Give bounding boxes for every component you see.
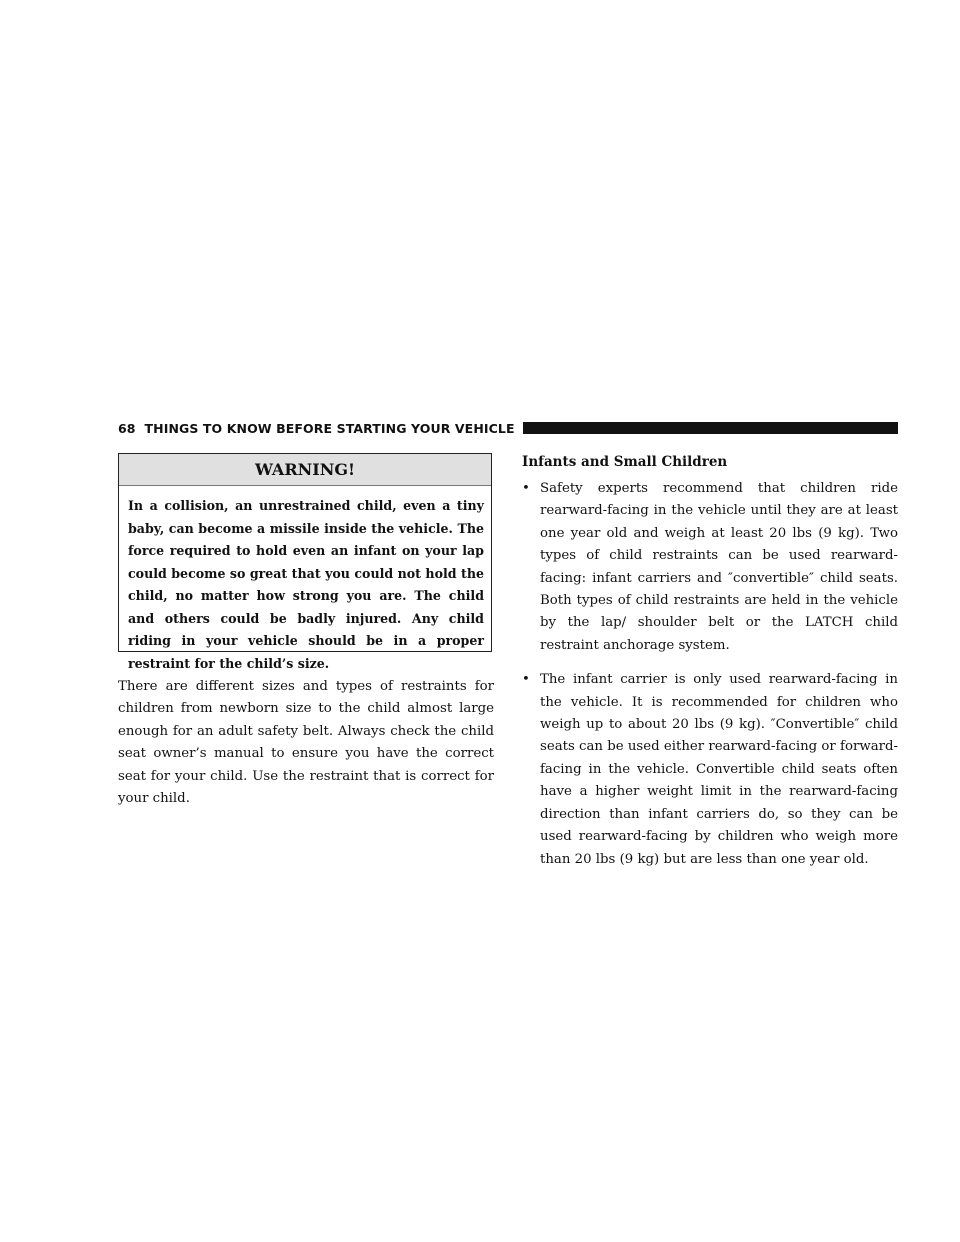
page-number: 68 <box>118 420 136 436</box>
intro-paragraph: There are different sizes and types of restraints for children from newborn size to the child almost large enough for an adult safety belt. Always check the child seat owner’s manual to ensure you have the correct seat for your child. Use the restraint that is correct for your child. <box>118 679 494 807</box>
list-item <box>522 669 898 871</box>
warning-title: WARNING! <box>119 454 491 486</box>
warning-body: In a collision, an unrestrained child, even a tiny baby, can become a missile inside the vehicle. The force required to hold even an infant on your lap could become so great that you could not hold the child, no matter how strong you are. The child and others could be badly injured. Any child riding in your vehicle should be in a proper restraint for the child’s size. <box>128 498 484 671</box>
chapter-title: THINGS TO KNOW BEFORE STARTING YOUR VEHICLE <box>144 420 515 436</box>
page-header-text <box>118 421 515 436</box>
infants-section <box>522 451 898 883</box>
bullet-list <box>522 478 898 871</box>
page-header <box>118 419 898 437</box>
bullet-icon: • <box>522 672 530 688</box>
warning-box <box>118 453 492 671</box>
bullet-icon: • <box>522 481 530 496</box>
section-heading: Infants and Small Children <box>522 454 728 470</box>
list-item <box>522 478 898 657</box>
header-rule <box>523 422 898 434</box>
list-item-text: Safety experts recommend that children ride rearward-facing in the vehicle until they are at least one year old and weigh at least 20 lbs (9 kg). Two types of child restraints can be used rearward-facing: infant carriers and ″convertible″ child seats. Both types of child restraints are held in the vehicle by the lap/ shoulder belt or the LATCH child restraint anchorage system. <box>540 481 898 653</box>
list-item-text: The infant carrier is only used rearward-facing in the vehicle. It is recommended for children who weigh up to about 20 lbs (9 kg). ″Convertible″ child seats can be used either rearward-facing or forward-facing in the vehicle. Convertible child seats often have a higher weight limit in the rearward-facing direction than infant carriers do, so they can be used rearward-facing by children who weigh more than 20 lbs (9 kg) but are less than one year old. <box>540 672 898 867</box>
